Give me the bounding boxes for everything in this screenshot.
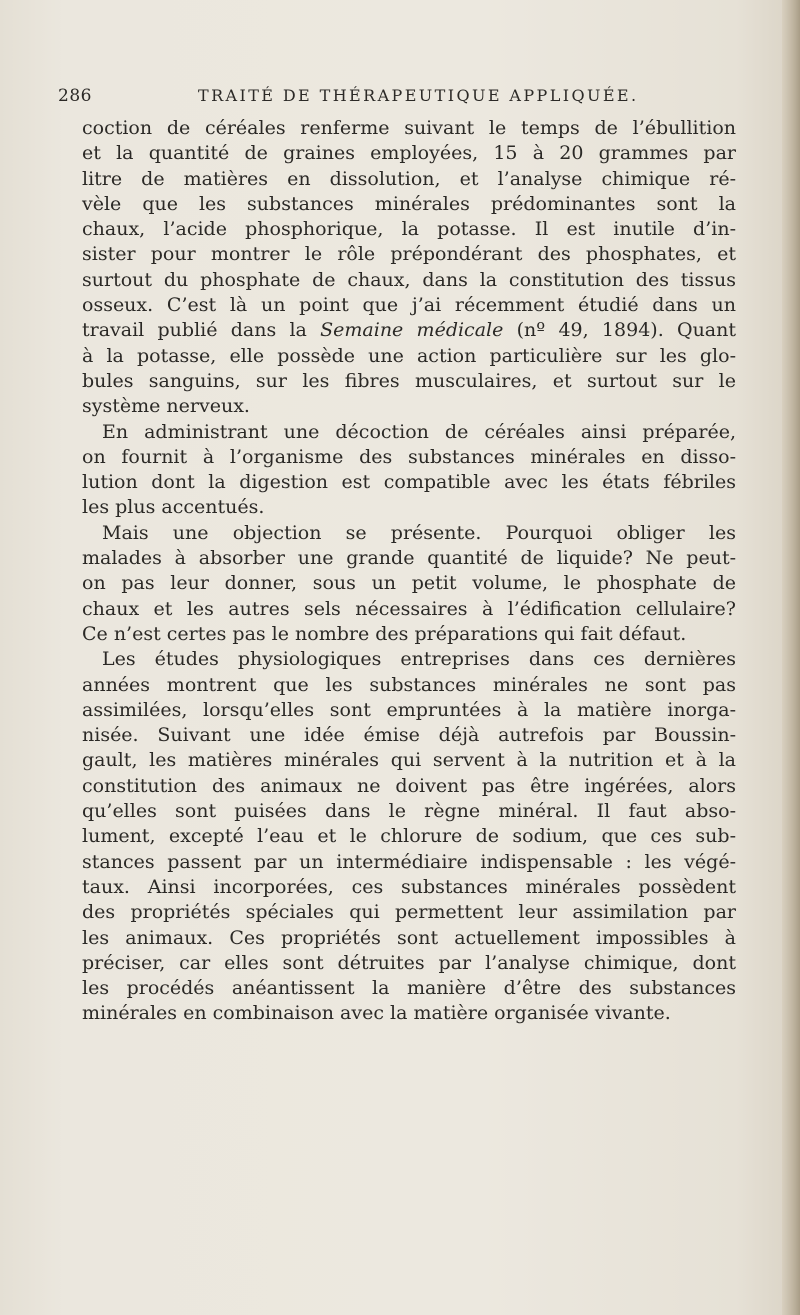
text-line: les animaux. Ces propriétés sont actuellement impossibles à — [82, 926, 736, 949]
journal-title: Semaine médicale — [320, 319, 504, 342]
text-line: assimilées, lorsqu’elles sont empruntées à la matière inorga- — [82, 698, 736, 721]
page-edge-shadow — [782, 0, 800, 1315]
text-line: vèle que les substances minérales prédominantes sont la — [82, 192, 736, 215]
text-line: bules sanguins, sur les fibres musculaires, et surtout sur le — [82, 369, 736, 392]
text-line: chaux, l’acide phosphorique, la potasse. Il est inutile d’in- — [82, 218, 736, 241]
text-line: les procédés anéantissent la manière d’être des substances — [82, 977, 736, 1000]
paragraph-start: En administrant une décoction de céréales ainsi préparée, — [102, 420, 736, 443]
text-line: osseux. C’est là un point que j’ai récemment étudié dans un — [82, 294, 736, 317]
text-line: Ce n’est certes pas le nombre des préparations qui fait défaut. — [82, 622, 687, 645]
running-title: TRAITÉ DE THÉRAPEUTIQUE APPLIQUÉE. — [198, 86, 639, 105]
page-number: 286 — [58, 86, 92, 106]
text-line: des propriétés spéciales qui permettent leur assimilation par — [82, 901, 736, 924]
citation-lead: travail publié dans la — [82, 319, 321, 342]
paragraph-start: Les études physiologiques entreprises dans ces dernières — [102, 648, 736, 671]
text-line: et la quantité de graines employées, 15 à 20 grammes par — [82, 142, 736, 165]
text-line: malades à absorber une grande quantité de liquide? Ne peut- — [82, 547, 736, 570]
text-line: on pas leur donner, sous un petit volume, le phosphate de — [82, 572, 736, 595]
journal-reference: (nº 49, 1894). Quant — [503, 319, 737, 342]
text-line: taux. Ainsi incorporées, ces substances minérales possèdent — [82, 875, 736, 898]
text-line: minérales en combinaison avec la matière organisée vivante. — [82, 1002, 671, 1025]
text-line: coction de céréales renferme suivant le temps de l’ébullition — [82, 117, 736, 139]
paragraph-start: Mais une objection se présente. Pourquoi obliger les — [102, 521, 736, 544]
text-line: préciser, car elles sont détruites par l’analyse chimique, dont — [82, 951, 736, 974]
text-line: surtout du phosphate de chaux, dans la constitution des tissus — [82, 268, 736, 291]
text-line: litre de matières en dissolution, et l’analyse chimique ré- — [82, 167, 736, 190]
text-line: sister pour montrer le rôle prépondérant des phosphates, et — [82, 243, 736, 266]
text-line: on fournit à l’organisme des substances minérales en disso- — [82, 445, 736, 468]
text-line: lution dont la digestion est compatible avec les états fébriles — [82, 471, 736, 494]
page-header — [58, 86, 738, 110]
text-line: nisée. Suivant une idée émise déjà autrefois par Boussin- — [82, 724, 736, 747]
body-text — [82, 116, 736, 1027]
text-line: qu’elles sont puisées dans le règne minéral. Il faut abso- — [82, 800, 736, 823]
text-line: système nerveux. — [82, 395, 250, 418]
text-line: chaux et les autres sels nécessaires à l’édification cellulaire? — [82, 597, 736, 620]
text-line: constitution des animaux ne doivent pas être ingérées, alors — [82, 774, 736, 797]
text-line-citation — [82, 318, 736, 343]
text-line: à la potasse, elle possède une action particulière sur les glo- — [82, 344, 736, 367]
text-line: gault, les matières minérales qui servent à la nutrition et à la — [82, 749, 736, 772]
text-line: lument, excepté l’eau et le chlorure de sodium, que ces sub- — [82, 825, 736, 848]
text-line: les plus accentués. — [82, 496, 265, 519]
text-line: stances passent par un intermédiaire indispensable : les végé- — [82, 850, 736, 873]
text-line: années montrent que les substances minérales ne sont pas — [82, 673, 736, 696]
